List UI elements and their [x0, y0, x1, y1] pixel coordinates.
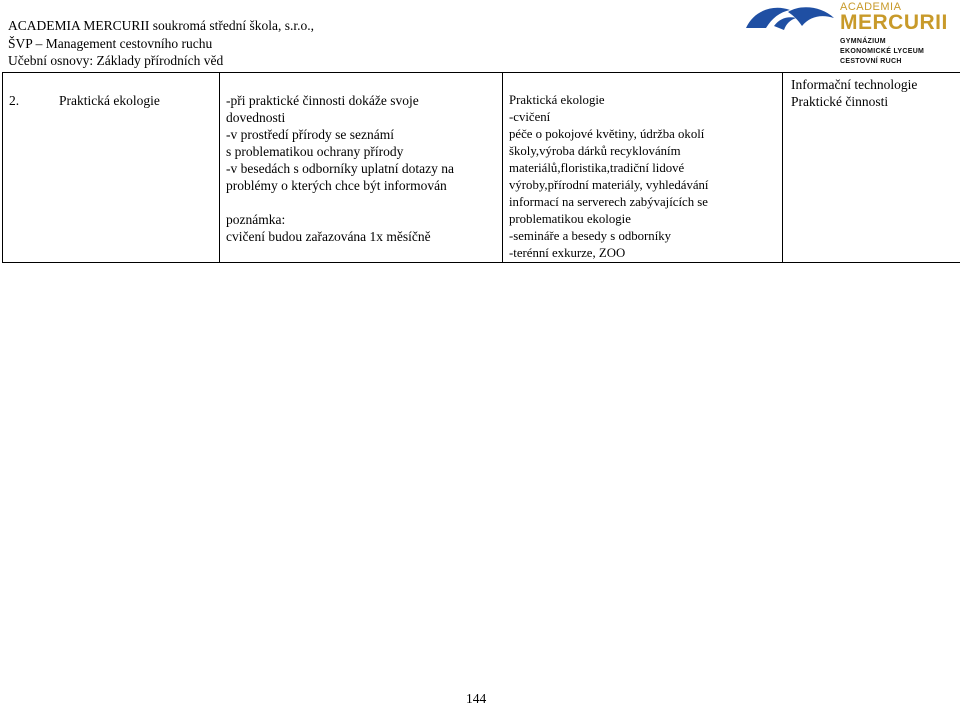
content-line: problematikou ekologie	[509, 211, 782, 228]
school-logo	[744, 2, 944, 68]
logo-sub-cestovni-ruch: CESTOVNÍ RUCH	[840, 58, 902, 65]
relation-item: Praktické činnosti	[791, 93, 960, 110]
wings-logo-icon	[744, 4, 836, 34]
document-header	[8, 17, 314, 70]
logo-sub-gymnazium: GYMNÁZIUM	[840, 38, 886, 45]
topic-cell	[3, 73, 220, 263]
topic-title: Praktická ekologie	[59, 93, 160, 108]
note-label: poznámka:	[226, 211, 502, 228]
outcome-line: -v besedách s odborníky uplatní dotazy na	[226, 160, 502, 177]
content-line: informací na serverech zabývajících se	[509, 194, 782, 211]
header-school-name: ACADEMIA MERCURII soukromá střední škola, s.r.o.,	[8, 17, 314, 35]
content-line: -cvičení	[509, 109, 782, 126]
header-syllabus: Učební osnovy: Základy přírodních věd	[8, 52, 314, 70]
outcome-line: -v prostředí přírody se seznámí	[226, 126, 502, 143]
content-line: -semináře a besedy s odborníky	[509, 228, 782, 245]
logo-academia-text: ACADEMIA	[840, 1, 901, 13]
header-program: ŠVP – Management cestovního ruchu	[8, 35, 314, 53]
table-row	[3, 73, 960, 263]
page-number: 144	[466, 691, 486, 707]
logo-mercurii-text: MERCURII	[840, 11, 948, 35]
content-cell	[503, 73, 783, 263]
content-line: materiálů,floristika,tradiční lidové	[509, 160, 782, 177]
topic-number: 2.	[9, 92, 59, 109]
curriculum-table	[2, 72, 960, 263]
outcome-line: s problematikou ochrany přírody	[226, 143, 502, 160]
content-heading: Praktická ekologie	[509, 92, 782, 109]
logo-sub-lyceum: EKONOMICKÉ LYCEUM	[840, 48, 924, 55]
content-line: péče o pokojové květiny, údržba okolí	[509, 126, 782, 143]
outcomes-cell	[220, 73, 503, 263]
content-line: -terénní exkurze, ZOO	[509, 245, 782, 262]
outcome-line: dovednosti	[226, 109, 502, 126]
content-line: školy,výroba dárků recyklováním	[509, 143, 782, 160]
relations-cell	[783, 73, 960, 263]
content-line: výroby,přírodní materiály, vyhledávání	[509, 177, 782, 194]
relation-item: Informační technologie	[791, 76, 960, 93]
outcome-line: -při praktické činnosti dokáže svoje	[226, 92, 502, 109]
note-text: cvičení budou zařazována 1x měsíčně	[226, 228, 502, 245]
outcome-line: problémy o kterých chce být informován	[226, 177, 502, 194]
